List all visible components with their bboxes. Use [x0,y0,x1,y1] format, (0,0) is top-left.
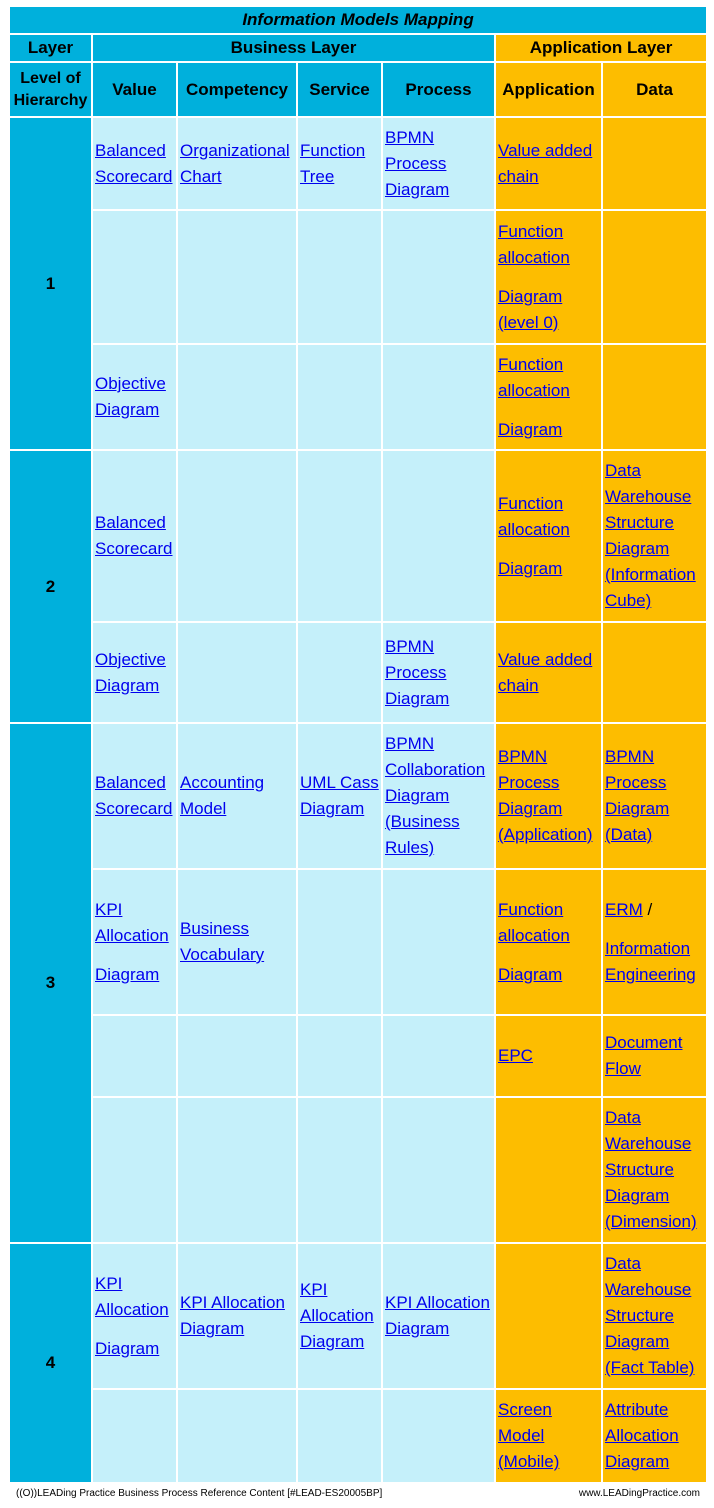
table-cell [177,622,297,723]
value-added-chain-link[interactable]: Value added chain [498,140,593,186]
document-flow-link[interactable]: Document Flow [605,1033,683,1078]
table-row [9,450,707,622]
table-cell [382,1243,495,1389]
table-row [9,1389,707,1483]
table-cell [177,117,297,210]
level-2-label: 2 [9,450,92,723]
table-cell [602,1389,707,1483]
table-row [9,1097,707,1243]
table-cell [382,117,495,210]
table-cell [297,344,382,450]
information-models-mapping-table [8,5,708,1484]
table-row [9,344,707,450]
table-cell [602,450,707,622]
table-cell [382,1097,495,1243]
diagram-link[interactable]: Diagram [498,419,563,439]
table-cell [92,210,177,344]
table-cell [602,344,707,450]
table-cell [177,1097,297,1243]
table-cell [495,869,602,1015]
table-cell [297,210,382,344]
table-cell [495,1389,602,1483]
screen-model-mobile-link[interactable]: Screen Model (Mobile) [498,1400,560,1471]
business-layer-header: Business Layer [92,34,495,62]
table-cell [177,450,297,622]
value-added-chain-link[interactable]: Value added chain [498,649,593,695]
table-cell [495,1097,602,1243]
table-cell [602,1097,707,1243]
accounting-model-link[interactable]: Accounting Model [180,773,265,818]
organizational-chart-link[interactable]: Organizational Chart [180,140,290,186]
table-cell [92,1243,177,1389]
table-cell [602,622,707,723]
table-row [9,869,707,1015]
separator-text: / [642,899,653,919]
function-allocation-link[interactable]: Function allocation [498,493,570,539]
kpi-allocation-diagram-link[interactable]: KPI Allocation Diagram [180,1293,285,1338]
level-of-hierarchy-header: Level of Hierarchy [9,62,92,117]
table-cell [382,869,495,1015]
table-cell [495,1015,602,1097]
footer-copyright: ((O))LEADing Practice Business Process Reference Content [#LEAD-ES20005BP] [16,1488,383,1499]
diagram-level-0-link[interactable]: Diagram (level 0) [498,286,563,332]
table-row [9,622,707,723]
table-cell [297,723,382,869]
kpi-allocation-diagram-link[interactable]: KPI Allocation Diagram [300,1280,374,1351]
table-cell [177,344,297,450]
table-cell [382,723,495,869]
table-cell [177,1243,297,1389]
table-cell [495,450,602,622]
table-cell [382,622,495,723]
table-row [9,117,707,210]
table-cell [297,622,382,723]
table-cell [297,117,382,210]
kpi-allocation-link[interactable]: KPI Allocation [95,899,169,945]
erm-line [605,897,704,923]
kpi-allocation-diagram-link[interactable]: KPI Allocation Diagram [385,1293,490,1338]
table-cell [382,210,495,344]
table-row [9,1243,707,1389]
table-cell [297,1389,382,1483]
data-header: Data [602,62,707,117]
level-1-label: 1 [9,117,92,450]
table-cell [92,869,177,1015]
information-engineering-link[interactable]: Information Engineering [605,938,696,984]
table-cell [92,117,177,210]
business-vocabulary-link[interactable]: Business Vocabulary [180,919,265,964]
function-tree-link[interactable]: Function Tree [300,140,366,186]
diagram-link[interactable]: Diagram [498,558,563,578]
process-header: Process [382,62,495,117]
table-cell [602,210,707,344]
data-warehouse-dimension-link[interactable]: Data Warehouse Structure Diagram (Dimension) [605,1108,697,1231]
table-cell [177,869,297,1015]
bpmn-process-diagram-data-link[interactable]: BPMN Process Diagram (Data) [605,747,670,844]
table-cell [602,869,707,1015]
table-cell [602,117,707,210]
function-allocation-link[interactable]: Function allocation [498,899,570,945]
table-row [9,723,707,869]
table-cell [297,450,382,622]
objective-diagram-link[interactable]: Objective Diagram [95,374,166,419]
bpmn-process-diagram-application-link[interactable]: BPMN Process Diagram (Application) [498,747,593,844]
data-warehouse-information-cube-link[interactable]: Data Warehouse Structure Diagram (Information Cube) [605,461,696,610]
table-cell [602,1015,707,1097]
table-cell [495,1243,602,1389]
footer [10,1485,704,1503]
application-header: Application [495,62,602,117]
balanced-scorecard-link[interactable]: Balanced Scorecard [95,773,173,818]
uml-class-diagram-link[interactable]: UML Cass Diagram [300,773,379,818]
table-cell [495,344,602,450]
table-cell [297,869,382,1015]
table-row [9,1015,707,1097]
table-cell [382,1389,495,1483]
function-allocation-link[interactable]: Function allocation [498,354,570,400]
table-cell [92,723,177,869]
bpmn-process-diagram-link[interactable]: BPMN Process Diagram [385,636,450,708]
table-cell [382,1015,495,1097]
table-cell [92,1389,177,1483]
table-cell [382,344,495,450]
service-header: Service [297,62,382,117]
balanced-scorecard-link[interactable]: Balanced Scorecard [95,140,173,186]
table-row [9,210,707,344]
table-cell [177,723,297,869]
function-allocation-link[interactable]: Function allocation [498,221,570,267]
table-cell [495,117,602,210]
table-cell [92,450,177,622]
table-cell [177,1015,297,1097]
table-title: Information Models Mapping [9,6,707,34]
table-cell [495,210,602,344]
erm-link[interactable]: ERM [605,899,643,919]
table-cell [92,1097,177,1243]
application-layer-header: Application Layer [495,34,707,62]
bpmn-collaboration-diagram-link[interactable]: BPMN Collaboration Diagram (Business Rules) [385,734,486,857]
table-cell [297,1097,382,1243]
footer-website: www.LEADingPractice.com [578,1488,700,1499]
layer-header: Layer [9,34,92,62]
epc-link[interactable]: EPC [498,1046,533,1065]
bpmn-process-diagram-link[interactable]: BPMN Process Diagram [385,127,450,199]
table-cell [297,1015,382,1097]
table-cell [92,622,177,723]
data-warehouse-fact-table-link[interactable]: Data Warehouse Structure Diagram (Fact Table) [605,1254,695,1377]
table-cell [382,450,495,622]
table-cell [602,723,707,869]
diagram-link[interactable]: Diagram [95,964,160,984]
diagram-link[interactable]: Diagram [95,1338,160,1358]
table-cell [177,210,297,344]
table-cell [602,1243,707,1389]
table-cell [495,723,602,869]
kpi-allocation-link[interactable]: KPI Allocation [95,1273,169,1319]
value-header: Value [92,62,177,117]
table-cell [92,344,177,450]
diagram-link[interactable]: Diagram [498,964,563,984]
table-cell [177,1389,297,1483]
table-cell [92,1015,177,1097]
objective-diagram-link[interactable]: Objective Diagram [95,649,166,695]
competency-header: Competency [177,62,297,117]
attribute-allocation-diagram-link[interactable]: Attribute Allocation Diagram [605,1400,679,1471]
level-4-label: 4 [9,1243,92,1483]
table-cell [495,622,602,723]
balanced-scorecard-link[interactable]: Balanced Scorecard [95,513,173,558]
table-cell [297,1243,382,1389]
level-3-label: 3 [9,723,92,1243]
